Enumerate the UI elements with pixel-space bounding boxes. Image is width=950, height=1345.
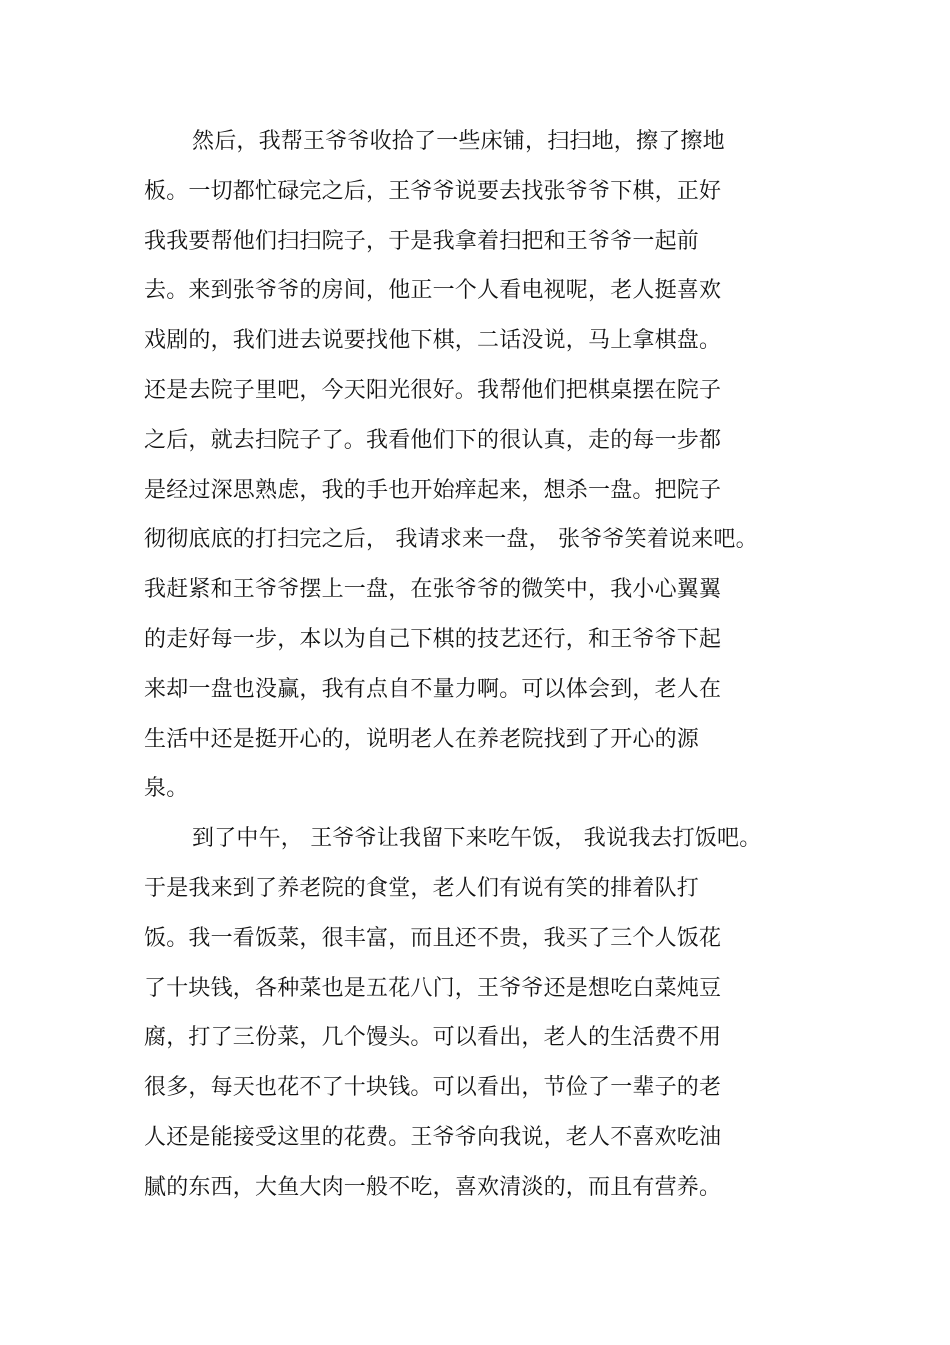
paragraph-line: 腻的东西，大鱼大肉一般不吃，喜欢清淡的，而且有营养。: [144, 1174, 722, 1200]
document-body: [144, 122, 804, 1218]
paragraph-line: 还是去院子里吧，今天阳光很好。我帮他们把棋桌摆在院子: [144, 377, 722, 403]
paragraph-line: 人还是能接受这里的花费。王爷爷向我说，老人不喜欢吃油: [144, 1124, 722, 1150]
paragraph-line: 生活中还是挺开心的，说明老人在养老院找到了开心的源: [144, 726, 700, 752]
paragraph-line: 很多，每天也花不了十块钱。可以看出，节俭了一辈子的老: [144, 1075, 722, 1101]
paragraph-line: 饭。我一看饭菜，很丰富，而且还不贵，我买了三个人饭花: [144, 925, 722, 951]
paragraph-line: 来却一盘也没赢，我有点自不量力啊。可以体会到，老人在: [144, 676, 722, 702]
paragraph-line: 我赶紧和王爷爷摆上一盘，在张爷爷的微笑中，我小心翼翼: [144, 577, 722, 603]
paragraph-line: 腐，打了三份菜，几个馒头。可以看出，老人的生活费不用: [144, 1025, 722, 1051]
paragraph-line: 彻彻底底的打扫完之后， 我请求来一盘， 张爷爷笑着说来吧。: [144, 527, 758, 553]
paragraph-line: 之后，就去扫院子了。我看他们下的很认真，走的每一步都: [144, 427, 722, 453]
paragraph-line: 戏剧的，我们进去说要找他下棋，二话没说，马上拿棋盘。: [144, 328, 722, 354]
paragraph-1: [144, 122, 804, 819]
paragraph-line: 是经过深思熟虑，我的手也开始痒起来，想杀一盘。把院子: [144, 477, 722, 503]
paragraph-line: 到了中午， 王爷爷让我留下来吃午饭， 我说我去打饭吧。: [192, 826, 762, 852]
paragraph-line: 于是我来到了养老院的食堂，老人们有说有笑的排着队打: [144, 875, 700, 901]
paragraph-line: 板。一切都忙碌完之后，王爷爷说要去找张爷爷下棋，正好: [144, 178, 722, 204]
paragraph-line: 了十块钱，各种菜也是五花八门，王爷爷还是想吃白菜炖豆: [144, 975, 722, 1001]
paragraph-line: 我我要帮他们扫扫院子，于是我拿着扫把和王爷爷一起前: [144, 228, 700, 254]
paragraph-line: 泉。: [144, 776, 189, 802]
paragraph-line: 然后，我帮王爷爷收拾了一些床铺，扫扫地，擦了擦地: [192, 129, 725, 154]
paragraph-line: 的走好每一步，本以为自己下棋的技艺还行，和王爷爷下起: [144, 626, 722, 652]
paragraph-2: [144, 819, 804, 1217]
paragraph-line: 去。来到张爷爷的房间，他正一个人看电视呢，老人挺喜欢: [144, 278, 722, 304]
